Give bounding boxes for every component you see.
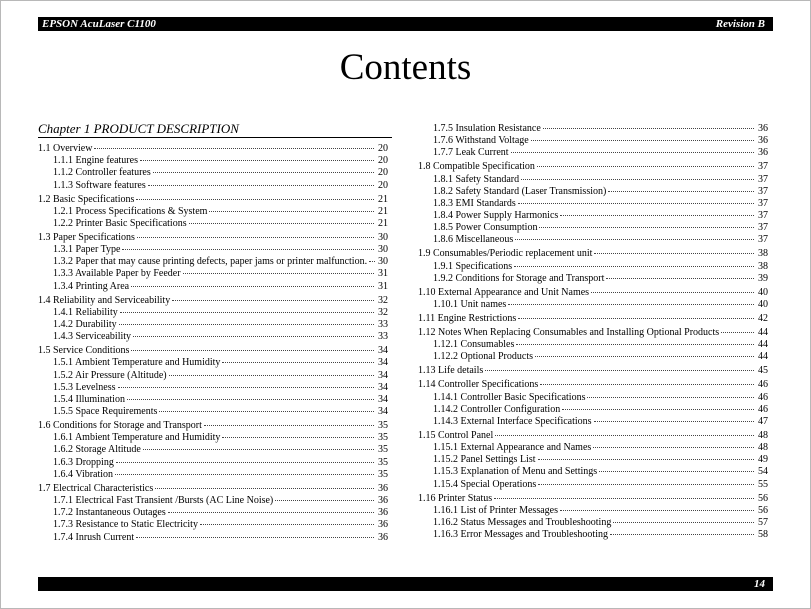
dot-leader (610, 534, 754, 535)
dot-leader (200, 524, 374, 525)
toc-entry-page: 34 (378, 381, 388, 393)
toc-entry[interactable] (418, 135, 768, 147)
toc-entry[interactable] (38, 345, 388, 357)
toc-entry-page: 44 (758, 339, 768, 351)
dot-leader (172, 300, 374, 301)
toc-entry-label: 1.3.3 Available Paper by Feeder (53, 268, 181, 280)
header-bar (38, 17, 773, 31)
toc-entry-page: 36 (758, 135, 768, 147)
chapter-heading: Chapter 1 PRODUCT DESCRIPTION (38, 121, 392, 138)
toc-entry-page: 36 (378, 531, 388, 543)
toc-entry-page: 40 (758, 286, 768, 298)
toc-entry-page: 34 (378, 369, 388, 381)
toc-entry-label: 1.4 Reliability and Serviceability (38, 294, 171, 306)
toc-entry[interactable] (418, 147, 768, 159)
toc-entry-page: 44 (758, 351, 768, 363)
toc-entry[interactable] (418, 442, 768, 454)
dot-leader (155, 488, 374, 489)
toc-entry[interactable] (418, 466, 768, 478)
toc-entry[interactable] (418, 174, 768, 186)
toc-entry-page: 45 (758, 365, 768, 377)
dot-leader (485, 370, 754, 371)
toc-entry-label: 1.1.2 Controller features (53, 167, 151, 179)
toc-entry-label: 1.2.1 Process Specifications & System (53, 205, 208, 217)
toc-entry-label: 1.7.2 Instantaneous Outages (53, 507, 166, 519)
toc-entry-label: 1.12.1 Consumables (433, 339, 515, 351)
toc-entry-label: 1.7 Electrical Characteristics (38, 482, 154, 494)
dot-leader (599, 471, 754, 472)
toc-entry[interactable] (38, 194, 388, 206)
toc-entry-page: 32 (378, 306, 388, 318)
toc-entry-page: 31 (378, 268, 388, 280)
dot-leader (560, 510, 754, 511)
toc-entry[interactable] (38, 180, 388, 192)
dot-leader (593, 447, 754, 448)
toc-left-column (38, 143, 388, 544)
toc-entry[interactable] (38, 206, 388, 218)
toc-entry-page: 48 (758, 429, 768, 441)
toc-entry-label: 1.5.2 Air Pressure (Altitude) (53, 369, 167, 381)
toc-entry[interactable] (38, 155, 388, 167)
toc-entry-page: 48 (758, 442, 768, 454)
toc-entry-label: 1.15 Control Panel (418, 429, 494, 441)
toc-entry[interactable] (418, 234, 768, 246)
toc-entry[interactable] (418, 365, 768, 377)
dot-leader (136, 199, 374, 200)
toc-entry[interactable] (418, 248, 768, 260)
toc-entry[interactable] (418, 186, 768, 198)
dot-leader (511, 152, 754, 153)
toc-entry-page: 34 (378, 345, 388, 357)
dot-leader (560, 215, 754, 216)
toc-entry-label: 1.8.2 Safety Standard (Laser Transmission) (433, 185, 607, 197)
toc-entry-page: 46 (758, 379, 768, 391)
toc-entry[interactable] (418, 261, 768, 273)
dot-leader (118, 387, 375, 388)
toc-entry[interactable] (418, 529, 768, 541)
toc-entry-label: 1.3.4 Printing Area (53, 280, 130, 292)
dot-leader (721, 332, 754, 333)
toc-entry-page: 35 (378, 420, 388, 432)
toc-entry-label: 1.14 Controller Specifications (418, 379, 539, 391)
toc-entry-page: 37 (758, 173, 768, 185)
toc-entry-label: 1.5.5 Space Requirements (53, 406, 158, 418)
toc-entry-page: 34 (378, 357, 388, 369)
toc-entry-page: 54 (758, 466, 768, 478)
dot-leader (120, 312, 374, 313)
toc-entry[interactable] (418, 123, 768, 135)
dot-leader (133, 336, 374, 337)
toc-entry-page: 30 (378, 231, 388, 243)
dot-leader (540, 384, 754, 385)
dot-leader (537, 166, 754, 167)
toc-entry[interactable] (38, 232, 388, 244)
toc-entry[interactable] (38, 406, 388, 418)
toc-entry[interactable] (418, 404, 768, 416)
toc-entry-label: 1.8.5 Power Consumption (433, 222, 538, 234)
toc-entry-page: 34 (378, 406, 388, 418)
toc-entry-label: 1.4.3 Serviceability (53, 331, 132, 343)
dot-leader (131, 286, 374, 287)
dot-leader (514, 266, 754, 267)
toc-entry-page: 58 (758, 529, 768, 541)
toc-entry-label: 1.13 Life details (418, 365, 484, 377)
toc-entry-page: 38 (758, 248, 768, 260)
dot-leader (531, 140, 754, 141)
toc-entry-label: 1.15.4 Special Operations (433, 478, 537, 490)
dot-leader (222, 362, 374, 363)
page-title: Contents (339, 47, 472, 88)
toc-entry[interactable] (38, 268, 388, 280)
toc-entry-label: 1.8.6 Miscellaneous (433, 234, 514, 246)
toc-entry-page: 35 (378, 456, 388, 468)
toc-entry-page: 36 (758, 147, 768, 159)
toc-entry-page: 37 (758, 185, 768, 197)
toc-entry[interactable] (38, 382, 388, 394)
toc-entry-label: 1.5.4 Illumination (53, 393, 125, 405)
dot-leader (222, 437, 374, 438)
toc-entry[interactable] (38, 532, 388, 544)
dot-leader (606, 278, 754, 279)
dot-leader (369, 261, 375, 262)
toc-entry-label: 1.14.1 Controller Basic Specifications (433, 391, 586, 403)
toc-entry[interactable] (418, 454, 768, 466)
toc-entry[interactable] (418, 273, 768, 285)
toc-entry-page: 20 (378, 143, 388, 154)
toc-entry-label: 1.14.3 External Interface Specifications (433, 415, 592, 427)
toc-entry-label: 1.12.2 Optional Products (433, 351, 533, 363)
dot-leader (587, 397, 754, 398)
toc-entry-label: 1.6.3 Dropping (53, 456, 114, 468)
toc-entry-page: 49 (758, 454, 768, 466)
toc-entry-page: 36 (758, 123, 768, 134)
toc-entry-page: 36 (378, 495, 388, 507)
toc-entry[interactable] (38, 143, 388, 155)
dot-leader (116, 462, 374, 463)
dot-leader (535, 356, 754, 357)
toc-entry-label: 1.8 Compatible Specification (418, 161, 535, 173)
toc-entry[interactable] (418, 299, 768, 311)
toc-entry[interactable] (38, 256, 388, 268)
toc-entry-label: 1.3.2 Paper that may cause printing defects, paper jams or printer malfunction. (53, 256, 368, 268)
dot-leader (538, 459, 755, 460)
toc-entry[interactable] (38, 507, 388, 519)
toc-entry-label: 1.8.3 EMI Standards (433, 197, 516, 209)
toc-entry[interactable] (38, 394, 388, 406)
toc-entry-page: 56 (758, 504, 768, 516)
toc-entry-page: 33 (378, 319, 388, 331)
dot-leader (189, 223, 374, 224)
dot-leader (127, 399, 374, 400)
toc-entry[interactable] (418, 222, 768, 234)
toc-entry-label: 1.8.1 Safety Standard (433, 173, 520, 185)
toc-entry-label: 1.5.3 Levelness (53, 381, 116, 393)
toc-entry-page: 21 (378, 193, 388, 205)
toc-entry-label: 1.4.1 Reliability (53, 306, 118, 318)
dot-leader (137, 237, 374, 238)
toc-entry-label: 1.12 Notes When Replacing Consumables and Installing Optional Products (418, 326, 720, 338)
toc-entry[interactable] (38, 167, 388, 179)
footer-bar (38, 577, 773, 591)
toc-entry-label: 1.5 Service Conditions (38, 345, 130, 357)
dot-leader (518, 318, 754, 319)
dot-leader (515, 239, 754, 240)
dot-leader (518, 203, 754, 204)
dot-leader (521, 179, 754, 180)
toc-entry-page: 37 (758, 161, 768, 173)
toc-entry-page: 44 (758, 326, 768, 338)
toc-entry-page: 32 (378, 294, 388, 306)
toc-entry[interactable] (418, 479, 768, 491)
toc-entry-page: 37 (758, 222, 768, 234)
dot-leader (539, 227, 754, 228)
dot-leader (562, 409, 754, 410)
toc-entry-page: 35 (378, 432, 388, 444)
toc-entry-label: 1.7.5 Insulation Resistance (433, 123, 541, 134)
toc-entry[interactable] (418, 505, 768, 517)
toc-entry[interactable] (38, 218, 388, 230)
toc-entry[interactable] (38, 469, 388, 481)
toc-entry[interactable] (38, 281, 388, 293)
toc-entry-label: 1.16.1 List of Printer Messages (433, 504, 558, 516)
toc-entry-label: 1.5.1 Ambient Temperature and Humidity (53, 357, 221, 369)
toc-entry-label: 1.15.3 Explanation of Menu and Settings (433, 466, 598, 478)
toc-entry[interactable] (38, 432, 388, 444)
dot-leader (159, 411, 374, 412)
toc-entry-page: 36 (378, 519, 388, 531)
toc-entry-page: 20 (378, 179, 388, 191)
toc-entry-page: 47 (758, 415, 768, 427)
toc-entry-page: 37 (758, 210, 768, 222)
toc-entry-page: 37 (758, 197, 768, 209)
toc-entry-page: 39 (758, 272, 768, 284)
toc-entry-page: 56 (758, 492, 768, 504)
toc-entry[interactable] (418, 327, 768, 339)
dot-leader (183, 273, 374, 274)
dot-leader (613, 522, 754, 523)
header-product: EPSON AcuLaser C1100 (42, 18, 156, 30)
toc-entry-page: 35 (378, 444, 388, 456)
dot-leader (204, 425, 374, 426)
toc-entry-label: 1.4.2 Durability (53, 319, 117, 331)
toc-entry-label: 1.14.2 Controller Configuration (433, 403, 561, 415)
dot-leader (131, 350, 374, 351)
toc-entry-label: 1.9.2 Conditions for Storage and Transport (433, 272, 605, 284)
toc-entry-label: 1.15.1 External Appearance and Names (433, 442, 592, 454)
dot-leader (136, 537, 374, 538)
toc-entry[interactable] (38, 295, 388, 307)
toc-entry[interactable] (38, 420, 388, 432)
toc-entry[interactable] (418, 210, 768, 222)
toc-entry-label: 1.6.2 Storage Altitude (53, 444, 141, 456)
toc-entry[interactable] (418, 313, 768, 325)
toc-entry-label: 1.7.3 Resistance to Static Electricity (53, 519, 198, 531)
toc-entry-label: 1.9 Consumables/Periodic replacement unit (418, 248, 593, 260)
dot-leader (94, 148, 374, 149)
toc-entry[interactable] (38, 357, 388, 369)
page-number: 14 (754, 578, 765, 590)
toc-entry-label: 1.9.1 Specifications (433, 260, 513, 272)
toc-entry-label: 1.1.1 Engine features (53, 155, 138, 167)
toc-entry[interactable] (418, 198, 768, 210)
toc-entry-label: 1.7.7 Leak Current (433, 147, 509, 159)
toc-entry[interactable] (418, 430, 768, 442)
dot-leader (594, 253, 754, 254)
toc-entry-page: 55 (758, 478, 768, 490)
dot-leader (543, 128, 754, 129)
toc-entry-page: 57 (758, 516, 768, 528)
toc-entry-label: 1.15.2 Panel Settings List (433, 454, 536, 466)
toc-entry[interactable] (38, 483, 388, 495)
toc-entry-label: 1.2.2 Printer Basic Specifications (53, 217, 187, 229)
toc-entry-page: 21 (378, 205, 388, 217)
toc-entry-label: 1.6.1 Ambient Temperature and Humidity (53, 432, 221, 444)
toc-entry-page: 46 (758, 403, 768, 415)
toc-entry-label: 1.10 External Appearance and Unit Names (418, 286, 590, 298)
dot-leader (508, 304, 754, 305)
toc-entry-label: 1.16 Printer Status (418, 492, 493, 504)
dot-leader (608, 191, 754, 192)
toc-entry-page: 30 (378, 244, 388, 256)
toc-entry-page: 31 (378, 280, 388, 292)
toc-entry-label: 1.3 Paper Specifications (38, 231, 135, 243)
toc-entry[interactable] (38, 319, 388, 331)
dot-leader (140, 160, 374, 161)
toc-entry[interactable] (418, 416, 768, 428)
dot-leader (169, 375, 374, 376)
toc-entry-label: 1.10.1 Unit names (433, 299, 507, 311)
dot-leader (122, 249, 374, 250)
toc-entry[interactable] (418, 287, 768, 299)
toc-entry-page: 40 (758, 299, 768, 311)
toc-entry-label: 1.3.1 Paper Type (53, 244, 121, 256)
dot-leader (516, 344, 754, 345)
toc-entry[interactable] (38, 307, 388, 319)
dot-leader (119, 324, 374, 325)
toc-entry-page: 35 (378, 468, 388, 480)
toc-entry-label: 1.1.3 Software features (53, 179, 146, 191)
toc-entry[interactable] (38, 457, 388, 469)
toc-entry[interactable] (38, 495, 388, 507)
toc-entry-page: 20 (378, 155, 388, 167)
toc-entry-page: 36 (378, 507, 388, 519)
toc-entry-label: 1.8.4 Power Supply Harmonics (433, 210, 559, 222)
toc-entry[interactable] (38, 331, 388, 343)
dot-leader (591, 292, 754, 293)
toc-entry[interactable] (418, 379, 768, 391)
toc-entry[interactable] (418, 493, 768, 505)
toc-entry[interactable] (418, 351, 768, 363)
toc-entry-label: 1.2 Basic Specifications (38, 193, 135, 205)
dot-leader (115, 474, 374, 475)
toc-entry-page: 46 (758, 391, 768, 403)
toc-entry-label: 1.7.1 Electrical Fast Transient /Bursts (AC Line Noise) (53, 495, 274, 507)
toc-entry-label: 1.7.6 Withstand Voltage (433, 135, 529, 147)
toc-entry-label: 1.7.4 Inrush Current (53, 531, 135, 543)
toc-entry[interactable] (418, 392, 768, 404)
toc-entry-page: 20 (378, 167, 388, 179)
toc-entry-label: 1.11 Engine Restrictions (418, 313, 517, 324)
toc-entry-page: 37 (758, 234, 768, 246)
dot-leader (594, 421, 754, 422)
toc-entry-label: 1.16.2 Status Messages and Troubleshooting (433, 516, 612, 528)
toc-entry[interactable] (418, 161, 768, 173)
toc-entry-page: 30 (378, 256, 388, 268)
toc-entry[interactable] (38, 444, 388, 456)
dot-leader (143, 449, 374, 450)
toc-entry[interactable] (38, 244, 388, 256)
toc-entry-page: 36 (378, 482, 388, 494)
toc-entry-label: 1.6 Conditions for Storage and Transport (38, 420, 202, 432)
dot-leader (538, 484, 754, 485)
toc-entry[interactable] (418, 517, 768, 529)
dot-leader (275, 500, 374, 501)
toc-right-column (418, 123, 768, 541)
dot-leader (495, 435, 754, 436)
toc-entry[interactable] (38, 519, 388, 531)
toc-entry-label: 1.6.4 Vibration (53, 468, 114, 480)
toc-entry-label: 1.1 Overview (38, 143, 93, 154)
dot-leader (209, 211, 374, 212)
toc-entry-page: 38 (758, 260, 768, 272)
toc-entry-page: 33 (378, 331, 388, 343)
dot-leader (148, 185, 374, 186)
header-revision: Revision B (715, 18, 765, 30)
toc-entry-label: 1.16.3 Error Messages and Troubleshooting (433, 529, 608, 541)
dot-leader (168, 512, 374, 513)
toc-entry-page: 21 (378, 217, 388, 229)
toc-entry[interactable] (418, 339, 768, 351)
dot-leader (153, 172, 374, 173)
toc-entry-page: 34 (378, 393, 388, 405)
toc-entry-page: 42 (758, 313, 768, 324)
toc-entry[interactable] (38, 370, 388, 382)
dot-leader (494, 498, 754, 499)
